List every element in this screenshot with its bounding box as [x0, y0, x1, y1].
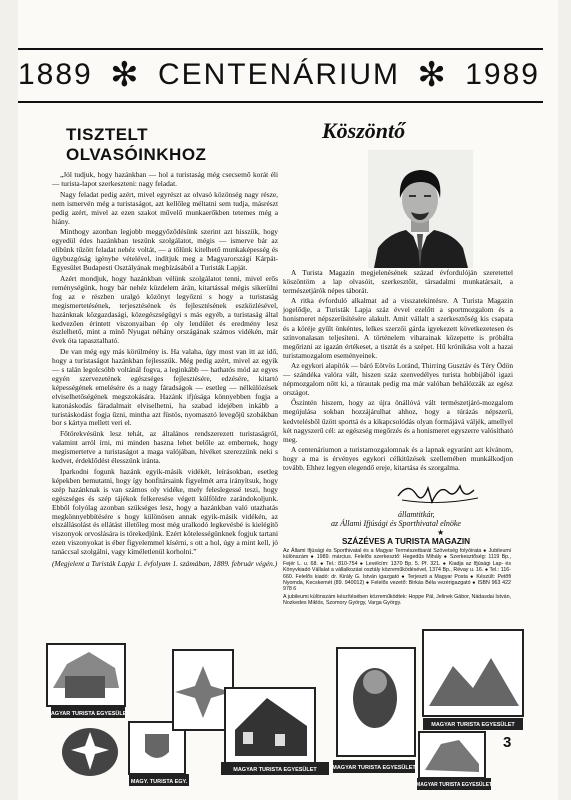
stamp-label: MAGYAR TURISTA EGYESÜLET — [416, 782, 492, 788]
handwritten-signature — [388, 478, 488, 508]
right-paragraph: A Turista Magazin megjelenésének század évfordulóján szeretettel köszöntöm a lap olvasóit, szerkesztőit, társadalmi munkatársait, a természetjárók népes táborát. — [283, 268, 513, 296]
asterisk-icon: ✻ — [417, 56, 448, 94]
stamp-portrait — [332, 648, 416, 773]
stamp-label: MAGYAR TURISTA EGYESÜLET — [431, 722, 515, 728]
right-paragraph: A ritka évforduló alkalmat ad a visszatekintésre. A Turista Magazin jogelődje, a Turisták Lapja száz évvel ezelőtt a sportmozgalom és a honismeret népszerűsítésére alakult. Amit vállalt a szerkesztőség kis csapata és a köréje gyűlt önkéntes, lelkes szerzői gárda igyekezett következetesen és színvonalasan teljesíteni. A történelem viharainak közepette is próbálta megőrizni az igazán értékeset, a tisztát és a szépet. Hű krónikása volt a hazai turistamozgalom eseményeinek. — [283, 296, 513, 360]
vintage-stamps-collage — [45, 622, 525, 792]
header-rule-top — [18, 48, 543, 50]
left-paragraph: De van még egy más körülmény is. Ha valaha, úgy most van itt az idő, hogy a turistaságot hazánkban fejlesszük. Még pedig azért, mivel az egyik — s talán legolcsóbb voltánál fogva, a leginkább — hathatós mód az egyes egyén szervezetének egészséges fejlesztésére, edzésére, kitartó képességének emelésére és a nagy fáradságok — esetleg — nélkülözések elviselhetőségének megszokására. Hazánk ifjúsága könnyebben fogja a katonáskodás fáradalmait elviselhetni, ha szabad idejében inkább a turistáskodást fogja űzni, mintha azt füstös, nyomasztó levegőjű szobákban bor s kártya mellett veri el. — [52, 347, 278, 428]
left-paragraph: Azért mondjuk, hogy hazánkban vélünk szolgálatot tenni, mivel erős reménységünk, hogy bár nehéz küzdelem árán, kitartással mégis sikerülni fog az e részben uralgó közönyt legyőzni s hogy a turistaság megismertetésének, terjesztésének és fejlesztésének eszközlésével, hazánknak közgazdasági, közegészségügyi s más egyéb, a turistaság által kedvezően érintett viszonyaiban ép oly lendület és eredmény lesz észlelhető, mint a mínő Nyugat néhány országának számos vidékén, már évek óta tapasztalható. — [52, 273, 278, 346]
editorial-box-title: SZÁZÉVES A TURISTA MAGAZIN — [341, 537, 471, 546]
editorial-box — [283, 537, 511, 635]
stamp-label: MAGYAR TURISTA EGYESÜLET — [332, 765, 416, 771]
right-paragraph: Az egykori alapítók — báró Eötvös Loránd, Thirring Gusztáv és Téry Ödön — szándéka valóra vált, hiszen száz szenvedélyes turista hobbijából igazi népmozgalom nőtt ki, a túrautak pedig ma már valóban behálózzák az egész országot. — [283, 360, 513, 398]
right-paragraph: A centenáriumon a turistamozgalomnak és a lapnak egyaránt azt kívánom, hogy a ma is érvényes egykori célkitűzések szellemében munkálkodjon tovább. Ehhez legyen elegendő ereje, kitartása és szorgalma. — [283, 444, 513, 472]
stamp-label: MAGYAR TURISTA EGYESÜLET — [46, 711, 130, 717]
stamp-landscape — [423, 630, 523, 730]
editorial-box-text: A jubileumi különszám készítésében közreműködtek: Hoppe Pál, Jelinek Gábor, Nádasdai István, Nozkedes Miklós, Szomory György, Varga György. — [283, 593, 511, 607]
stamp-label: MAGYAR TURISTA EGYESÜLET — [233, 767, 317, 773]
left-paragraph: Nagy feladat pedig azért, mivel egyrészt az olvasó közönség nagy része, nem ismervén még a turistaságot, azt kellőleg méltatni sem tudja, másrészt pedig azért, mivel az ezen szakot művelő munkaerőkben tetemes még a hiány. — [52, 189, 278, 226]
right-article-title: Köszöntő — [322, 118, 406, 143]
left-article — [52, 125, 278, 571]
header-title: CENTENÁRIUM — [157, 58, 400, 91]
star-icon: ★ — [437, 528, 445, 537]
stamp-house — [416, 732, 492, 790]
left-paragraph: Minthogy azonban legjobb meggyőződésünk szerint azt hisszük, hogy egyedül édes hazánkban teszünk szolgálatot, mégis — ismerve bár az elibünk tűzött feladat nehéz voltát, — a tőlünk kitelhető munkaképesség és ügybuzgóság igénybe vételével, indítjuk meg a Magyarországi Kárpát-Egyesület Budapesti Osztályának megbízásából a Turisták Lapját. — [52, 227, 278, 273]
header-year-right: 1989 — [465, 58, 540, 91]
right-paragraph: Őszintén hiszem, hogy az újra önállóvá vált természetjáró-mozgalom megújulása sokban hozzájárulhat ahhoz, hogy a túrázás népszerű, kedvtelésből űzött sporttá és a kikapcsolódás olyan formájává váljék, amellyel két nagyszerű cél: az egészség megőrzés és a honismeret egyszerre valósítható meg. — [283, 398, 513, 444]
stamp-coat-of-arms — [129, 722, 189, 786]
signature-title: az Állami Ifjúsági és Sporthivatal elnöke — [331, 519, 461, 528]
right-article-body — [283, 268, 513, 473]
asterisk-icon: ✻ — [110, 56, 141, 94]
editorial-box-text: Az Állami Ifjúsági és Sporthivatal és a Magyar Természetbarát Szövetség folyóirata ● Jubileumi különszám ● 1989. március. Felelős szerkesztő: Hegedűs Mihály ● Szerkesztőség: 1119 Bp., Fejér L. u. 68. ● Tel.: 810-754 ● Levélcím: 1370 Bp. 5. Pf. 321. ● Kiadja az Ifjúsági Lap- és Könyvkiadó Vállalat a vállalkozási osztály közreműködésével, 1374 Bp., Révay u. 16. ● Tel.: 116-660. Felelős kiadó: dr. Király G. István igazgató ● Terjeszti a Magyar Posta ● Készült: Petőfi Nyomda, Kecskemét (89. 940012) ● Felelős vezető: Birkás Béla vezérigazgató ● ISBN 963 422 978 6 — [283, 548, 511, 593]
left-article-title: TISZTELT OLVASÓINKHOZ — [66, 125, 207, 164]
left-paragraph: „Jól tudjuk, hogy hazánkban — hol a turistaság még csecsemő korát éli — turista-lapot szerkeszteni: nagy feladat. — [52, 170, 278, 188]
portrait-photo — [368, 150, 473, 268]
stamp-chalet — [221, 688, 329, 775]
stamp-alpine-hut — [46, 644, 130, 718]
signature-name: államtitkár, — [398, 510, 435, 519]
header-rule-bottom — [18, 101, 543, 103]
left-paragraph: Iparkodni fogunk hazánk egyik-másik vidékét, leírásokban, esetleg képekben bemutatni, hogy így honfitársaink figyelmét arra irányítsuk, hogy szép hazánknak is van számos oly vidéke, mely feleslegessé teszi, hogy egészséges és szép tájékok felkeresése végett külföldre zarándokoljunk. Ebből folyólag azonban szükséges lesz, hogy a hazánkban való utazhatás megkönnyebbítésére s hogy különösen annak egyik-másik vidékén, az elszállásolást és ellátást illetőleg most még uralkodó legkevésbé is kielégítő viszonyok orvoslására is törekedjünk. Ezért kötelességünknek fogjuk tartani ezen viszonyokat is éber figyelemmel kísérni, s ott a hol, úgy a mint kell, jó tanáccsal szolgálni, vagy kíméletlenül korholni.” — [52, 467, 278, 557]
left-paragraph: Főtörekvésünk lesz tehát, az általános rendszerezett turistaságról, valamint arról írni, mi minden haszna lehet belőle az embernek, hogy megismertetve a turistaságot a maga valójában, hívéket szerezzünk neki s kedvet, érdeklődést élesszünk iránta. — [52, 429, 278, 466]
stamp-label: MAGY. TURISTA EGY. — [130, 779, 188, 785]
page-number: 3 — [503, 734, 512, 751]
left-article-source: (Megjelent a Turisták Lapja 1. évfolyam 1. számában, 1889. február végén.) — [52, 559, 278, 569]
left-article-body — [52, 171, 278, 569]
header-year-left: 1889 — [18, 58, 93, 91]
centenary-header — [18, 52, 540, 98]
stamp-edelweiss — [62, 728, 118, 776]
